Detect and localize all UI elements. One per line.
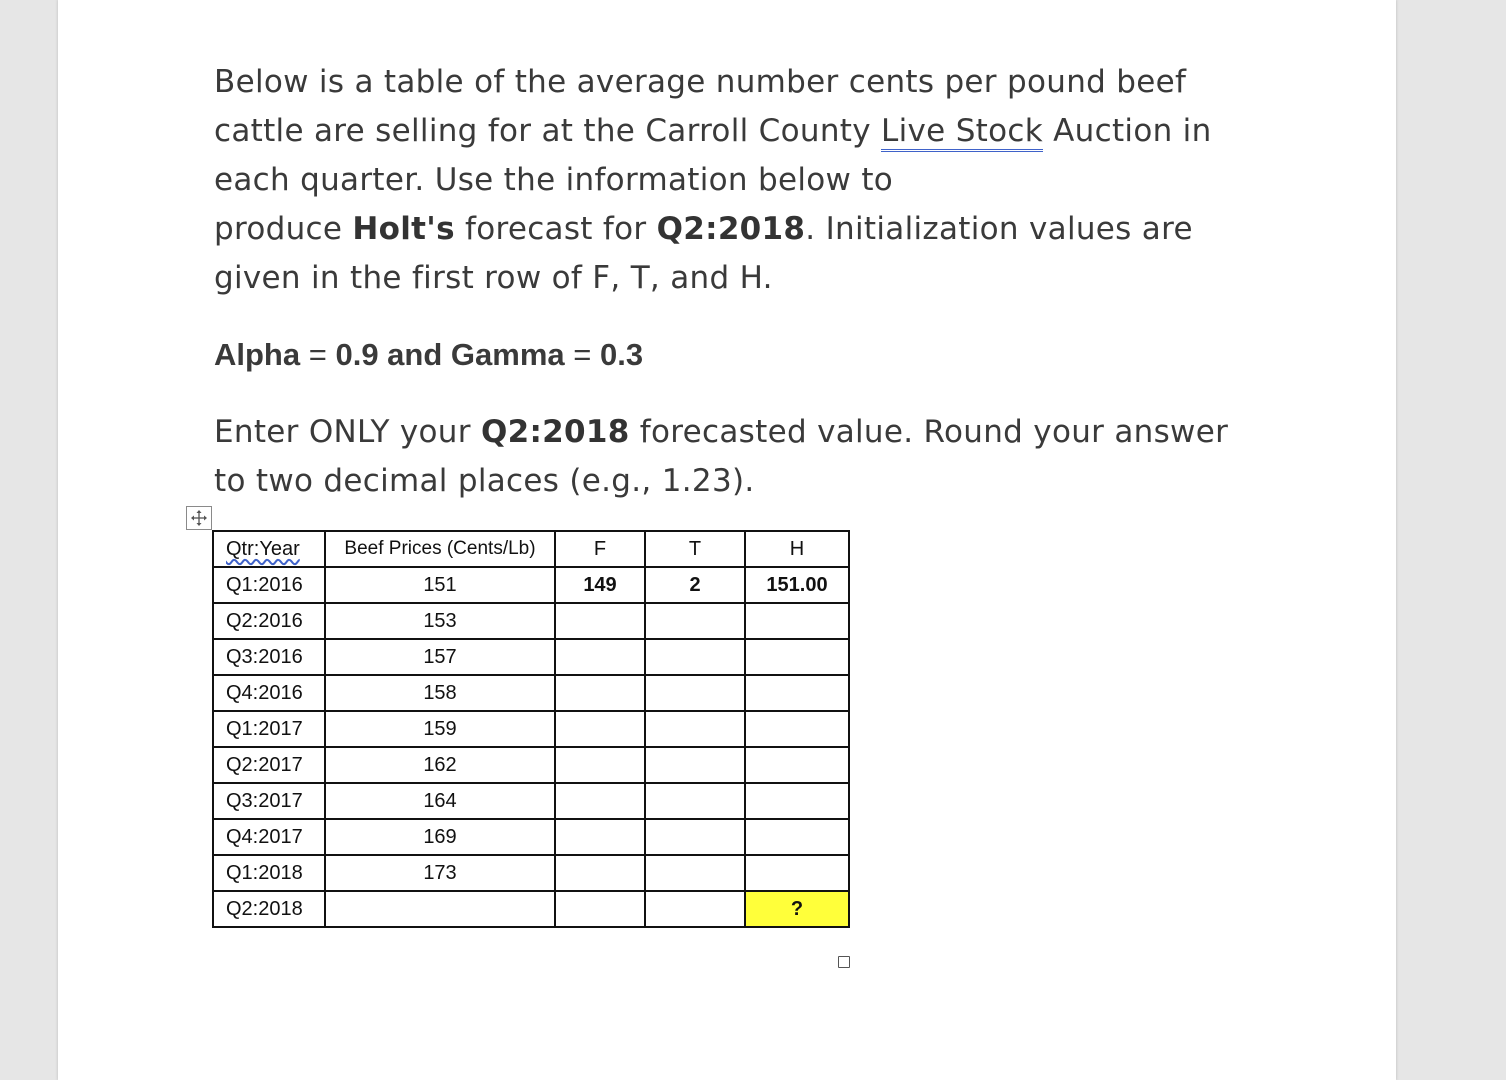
instruction-end: forecasted value. Round your answer bbox=[629, 414, 1229, 450]
intro-line-1: Below is a table of the average number cents per pound beef bbox=[214, 64, 1187, 100]
header-h-label: H bbox=[789, 537, 805, 560]
header-h[interactable] bbox=[745, 531, 849, 567]
table-row bbox=[213, 819, 849, 855]
cell-beef-price[interactable]: 153 bbox=[325, 603, 555, 639]
cell-f[interactable] bbox=[555, 639, 645, 675]
alpha-value: 0.9 and Gamma bbox=[335, 337, 565, 372]
cell-t[interactable] bbox=[645, 711, 745, 747]
cell-beef-price[interactable]: 173 bbox=[325, 855, 555, 891]
cell-t[interactable] bbox=[645, 675, 745, 711]
cell-f[interactable] bbox=[555, 783, 645, 819]
cell-h[interactable] bbox=[745, 855, 849, 891]
cell-h[interactable] bbox=[745, 747, 849, 783]
cell-beef-price[interactable]: 169 bbox=[325, 819, 555, 855]
intro-line-5: given in the first row of F, T, and H. bbox=[214, 260, 773, 296]
header-f[interactable] bbox=[555, 531, 645, 567]
cell-qtr-year[interactable]: Q3:2016 bbox=[213, 639, 325, 675]
cell-t[interactable]: 2 bbox=[645, 567, 745, 603]
move-arrows-icon bbox=[190, 509, 208, 527]
cell-beef-price[interactable]: 162 bbox=[325, 747, 555, 783]
cell-f[interactable] bbox=[555, 747, 645, 783]
table-row bbox=[213, 711, 849, 747]
instruction-line-2: to two decimal places (e.g., 1.23). bbox=[214, 463, 755, 499]
beef-price-table bbox=[212, 530, 850, 928]
cell-h[interactable]: ? bbox=[745, 891, 849, 927]
instruction-quarter: Q2:2018 bbox=[480, 414, 630, 450]
cell-h[interactable] bbox=[745, 819, 849, 855]
cell-t[interactable] bbox=[645, 891, 745, 927]
cell-t[interactable] bbox=[645, 783, 745, 819]
gamma-equals: = bbox=[564, 337, 600, 372]
table-row bbox=[213, 639, 849, 675]
cell-t[interactable] bbox=[645, 603, 745, 639]
cell-f[interactable] bbox=[555, 855, 645, 891]
cell-f[interactable]: 149 bbox=[555, 567, 645, 603]
header-f-label: F bbox=[593, 537, 607, 560]
header-qtr-year-label: Qtr:Year bbox=[226, 537, 300, 560]
table-resize-handle[interactable] bbox=[838, 956, 850, 968]
cell-h[interactable] bbox=[745, 783, 849, 819]
header-t-label: T bbox=[688, 537, 702, 560]
cell-qtr-year[interactable]: Q2:2018 bbox=[213, 891, 325, 927]
cell-beef-price[interactable]: 151 bbox=[325, 567, 555, 603]
table-header-row bbox=[213, 531, 849, 567]
cell-beef-price[interactable]: 159 bbox=[325, 711, 555, 747]
table-row bbox=[213, 603, 849, 639]
cell-qtr-year[interactable]: Q3:2017 bbox=[213, 783, 325, 819]
cell-beef-price[interactable] bbox=[325, 891, 555, 927]
table-row bbox=[213, 783, 849, 819]
gamma-value: 0.3 bbox=[599, 337, 644, 372]
cell-qtr-year[interactable]: Q1:2017 bbox=[213, 711, 325, 747]
cell-beef-price[interactable]: 158 bbox=[325, 675, 555, 711]
document-body bbox=[214, 58, 1254, 506]
cell-h[interactable] bbox=[745, 603, 849, 639]
cell-qtr-year[interactable]: Q1:2018 bbox=[213, 855, 325, 891]
cell-f[interactable] bbox=[555, 891, 645, 927]
parameters-line bbox=[214, 335, 1254, 375]
cell-beef-price[interactable]: 164 bbox=[325, 783, 555, 819]
table-row bbox=[213, 567, 849, 603]
table-row bbox=[213, 891, 849, 927]
holts-label: Holt's bbox=[352, 211, 455, 247]
instruction-start: Enter ONLY your bbox=[214, 414, 481, 450]
table-move-handle[interactable] bbox=[186, 506, 212, 530]
intro-line-4-end: . Initialization values are bbox=[805, 211, 1193, 247]
cell-t[interactable] bbox=[645, 747, 745, 783]
intro-paragraph bbox=[214, 58, 1254, 303]
cell-t[interactable] bbox=[645, 639, 745, 675]
table-row bbox=[213, 675, 849, 711]
cell-beef-price[interactable]: 157 bbox=[325, 639, 555, 675]
cell-qtr-year[interactable]: Q2:2016 bbox=[213, 603, 325, 639]
cell-h[interactable] bbox=[745, 675, 849, 711]
cell-h[interactable] bbox=[745, 711, 849, 747]
intro-line-4-start: produce bbox=[214, 211, 353, 247]
header-qtr-year[interactable] bbox=[213, 531, 325, 567]
target-quarter-label: Q2:2018 bbox=[656, 211, 806, 247]
alpha-label: Alpha bbox=[214, 337, 301, 372]
cell-t[interactable] bbox=[645, 855, 745, 891]
alpha-equals: = bbox=[300, 337, 336, 372]
cell-f[interactable] bbox=[555, 819, 645, 855]
cell-f[interactable] bbox=[555, 675, 645, 711]
table-row bbox=[213, 855, 849, 891]
header-beef-price-label: Beef Prices (Cents/Lb) bbox=[344, 538, 536, 559]
intro-line-4-mid: forecast for bbox=[454, 211, 657, 247]
cell-f[interactable] bbox=[555, 711, 645, 747]
cell-qtr-year[interactable]: Q4:2016 bbox=[213, 675, 325, 711]
table-row bbox=[213, 747, 849, 783]
cell-h[interactable] bbox=[745, 639, 849, 675]
cell-qtr-year[interactable]: Q4:2017 bbox=[213, 819, 325, 855]
cell-t[interactable] bbox=[645, 819, 745, 855]
intro-line-2-end: Auction in bbox=[1043, 113, 1212, 149]
cell-qtr-year[interactable]: Q1:2016 bbox=[213, 567, 325, 603]
header-t[interactable] bbox=[645, 531, 745, 567]
intro-line-2-start: cattle are selling for at the Carroll County bbox=[214, 113, 882, 149]
cell-h[interactable]: 151.00 bbox=[745, 567, 849, 603]
header-beef-price[interactable] bbox=[325, 531, 555, 567]
intro-line-3: each quarter. Use the information below to bbox=[214, 162, 894, 198]
live-stock-link[interactable]: Live Stock bbox=[881, 113, 1043, 152]
cell-qtr-year[interactable]: Q2:2017 bbox=[213, 747, 325, 783]
cell-f[interactable] bbox=[555, 603, 645, 639]
instruction-paragraph bbox=[214, 408, 1254, 506]
